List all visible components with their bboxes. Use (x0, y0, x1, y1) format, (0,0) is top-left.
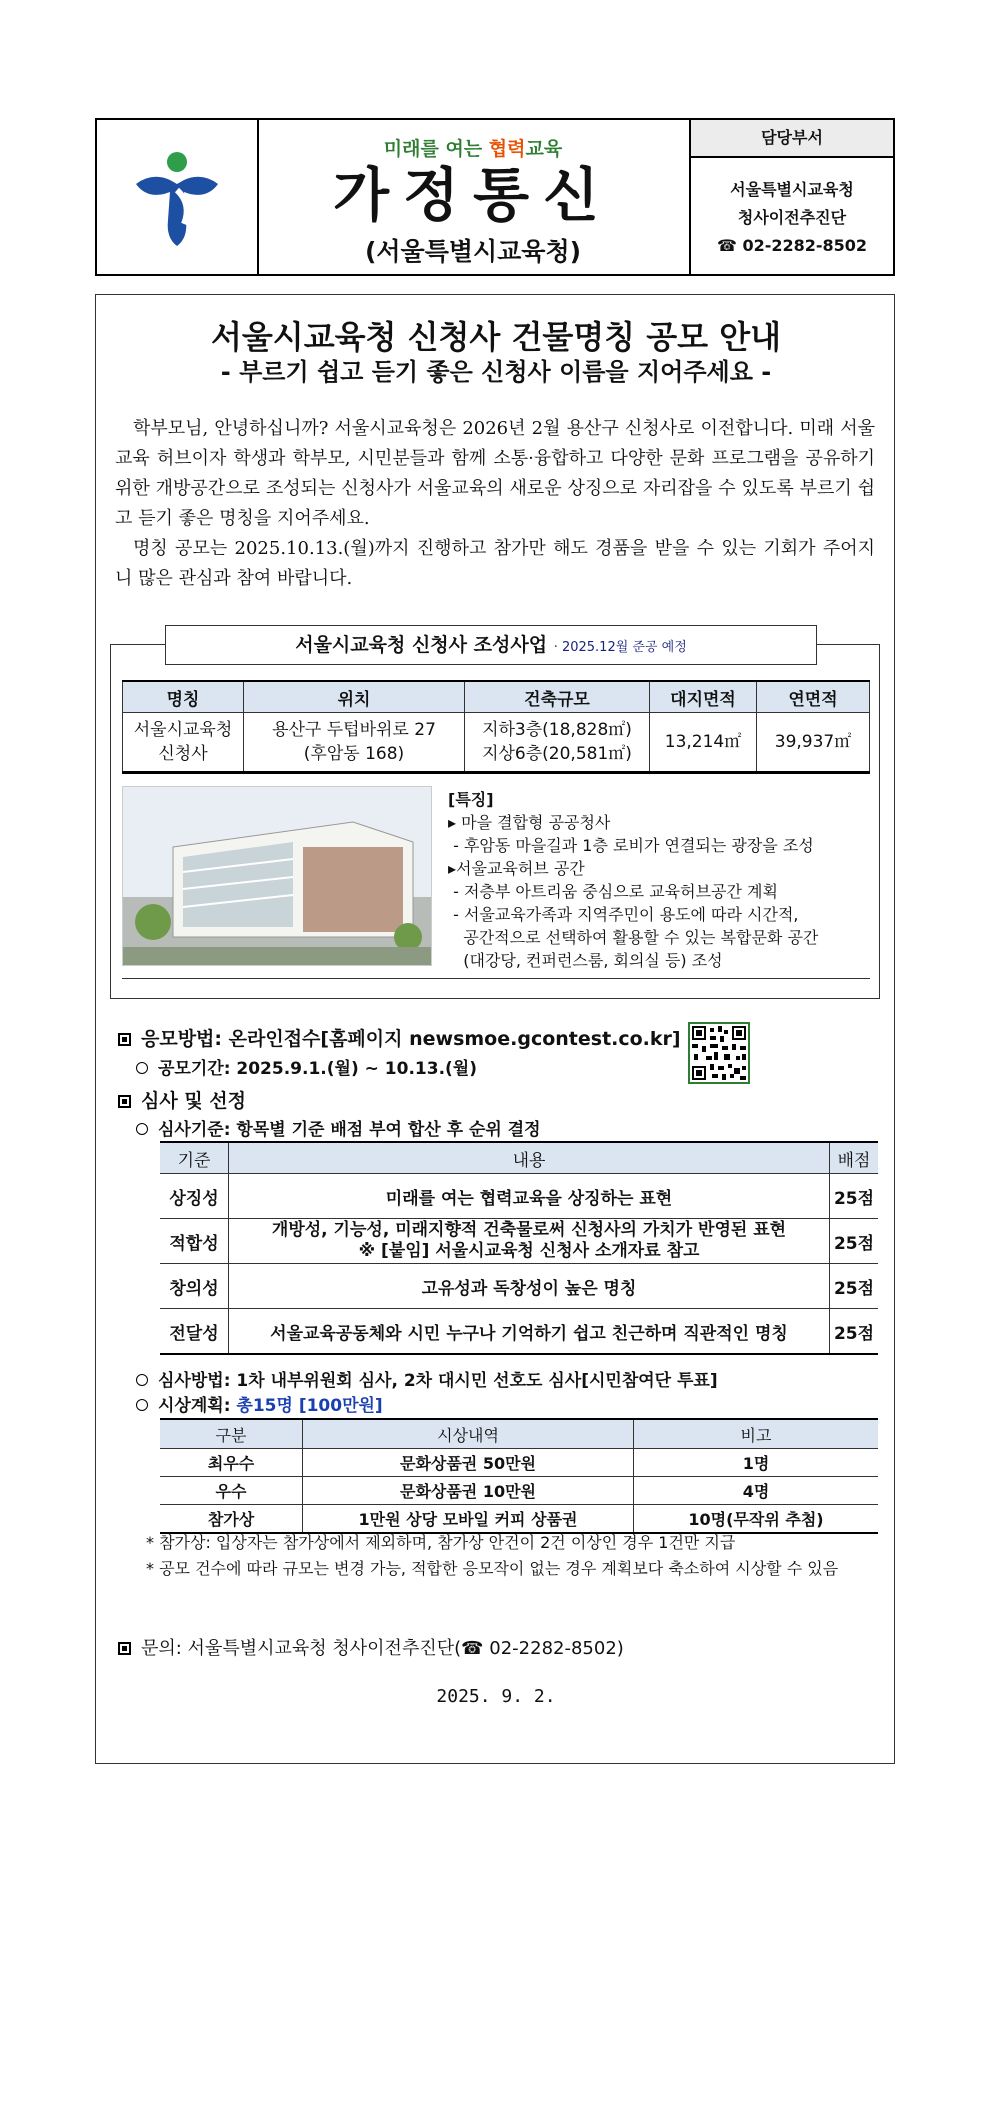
col-scale: 건축규모 (465, 681, 650, 713)
criterion-name: 전달성 (160, 1309, 229, 1355)
col-remark: 비고 (634, 1419, 879, 1449)
intro-text (115, 414, 875, 594)
criterion-score: 25점 (830, 1174, 879, 1219)
cell-location: 용산구 두텁바위로 27 (후암동 168) (244, 713, 465, 773)
criterion-name: 상징성 (160, 1174, 229, 1219)
circle-bullet-icon (136, 1399, 148, 1411)
document-title: 서울시교육청 신청사 건물명칭 공모 안내 (210, 318, 782, 356)
table-row (160, 1309, 878, 1355)
table-header-row (160, 1142, 878, 1174)
prize-remark: 10명(무작위 추첨) (634, 1505, 879, 1534)
table-row (123, 713, 870, 773)
title-cell (257, 120, 689, 274)
feature-line: (대강당, 컨퍼런스룸, 회의실 등) 조성 (448, 951, 723, 970)
prize-note: * 공모 건수에 따라 규모는 변경 가능, 적합한 응모작이 없는 경우 계획보다 축소하여 시상할 수 있음 (146, 1559, 839, 1578)
circle-bullet-icon (136, 1062, 148, 1074)
circle-bullet-icon (136, 1123, 148, 1135)
project-divider (122, 978, 870, 979)
criterion-content: 서울교육공동체와 시민 누구나 기억하기 쉽고 친근하며 직관적인 명칭 (229, 1309, 830, 1355)
col-floor-area: 연면적 (757, 681, 870, 713)
col-site-area: 대지면적 (650, 681, 757, 713)
department-name: 서울특별시교육청 (730, 180, 854, 199)
square-bullet-icon (118, 1095, 131, 1108)
criterion-content: 고유성과 독창성이 높은 명칭 (229, 1264, 830, 1309)
department-info (691, 158, 893, 260)
cell-site-area: 13,214㎡ (650, 713, 757, 773)
cell-floor-area: 39,937㎡ (757, 713, 870, 773)
intro-paragraph: 명칭 공모는 2025.10.13.(월)까지 진행하고 참가만 해도 경품을 받을 수 있는 기회가 주어지니 많은 관심과 참여 바랍니다. (115, 538, 875, 589)
feature-line: - 서울교육가족과 지역주민이 용도에 따라 시간적, (448, 905, 799, 924)
criterion-score: 25점 (830, 1219, 879, 1264)
table-row (160, 1477, 878, 1505)
feature-line: ▸ 마을 결합형 공공청사 (448, 813, 611, 832)
cell-scale: 지하3층(18,828㎡) 지상6층(20,581㎡) (465, 713, 650, 773)
criterion-content: 미래를 여는 협력교육을 상징하는 표현 (229, 1174, 830, 1219)
col-prize: 시상내역 (303, 1419, 634, 1449)
prize-total: 총15명 [100만원] (236, 1396, 383, 1416)
prize-remark: 1명 (634, 1449, 879, 1477)
prize-category: 최우수 (160, 1449, 303, 1477)
project-title: 서울시교육청 신청사 조성사업 · 2025.12월 준공 예정 (165, 625, 817, 665)
criterion-score: 25점 (830, 1264, 879, 1309)
newsletter-header (95, 118, 895, 276)
feature-line: - 후암동 마을길과 1층 로비가 연결되는 광장을 조성 (448, 836, 814, 855)
table-row (160, 1449, 878, 1477)
seoul-education-logo-icon (122, 142, 232, 252)
feature-line: - 저층부 아트리움 중심으로 교육허브공간 계획 (448, 882, 778, 901)
feature-line: ▸서울교육허브 공간 (448, 859, 585, 878)
review-criteria: 심사기준: 항목별 기준 배점 부여 합산 후 순위 결정 (136, 1115, 541, 1140)
review-method: 심사방법: 1차 내부위원회 심사, 2차 대시민 선호도 심사[시민참여단 투표] (136, 1366, 718, 1391)
prize-detail: 문화상품권 10만원 (303, 1477, 634, 1505)
slogan: 미래를 여는 협력교육 (383, 138, 563, 160)
col-score: 배점 (830, 1142, 879, 1174)
table-row (160, 1264, 878, 1309)
prize-detail: 문화상품권 50만원 (303, 1449, 634, 1477)
cell-name: 서울시교육청 신청사 (123, 713, 244, 773)
table-row (160, 1505, 878, 1534)
newsletter-title: 가정통신 (332, 161, 614, 229)
department-label: 담당부서 (691, 120, 893, 158)
col-criterion: 기준 (160, 1142, 229, 1174)
table-row (160, 1174, 878, 1219)
completion-note: · 2025.12월 준공 예정 (553, 640, 687, 655)
prize-note: * 참가상: 입상자는 참가상에서 제외하며, 참가상 안건이 2건 이상인 경우 1건만 지급 (146, 1533, 736, 1552)
col-category: 구분 (160, 1419, 303, 1449)
issue-date: 2025. 9. 2. (436, 1686, 556, 1707)
criterion-name: 창의성 (160, 1264, 229, 1309)
criterion-content: 개방성, 기능성, 미래지향적 건축물로써 신청사의 가치가 반영된 표현 ※ [붙임] 서울시교육청 신청사 소개자료 참고 (229, 1219, 830, 1264)
prize-category: 우수 (160, 1477, 303, 1505)
prize-table (160, 1418, 878, 1534)
col-content: 내용 (229, 1142, 830, 1174)
prize-detail: 1만원 상당 모바일 커피 상품권 (303, 1505, 634, 1534)
criteria-table (160, 1141, 878, 1355)
building-rendering-image (122, 786, 432, 966)
apply-period: 공모기간: 2025.9.1.(월) ~ 10.13.(월) (136, 1054, 477, 1079)
table-row (160, 1219, 878, 1264)
issuer-subtitle: (서울특별시교육청) (364, 237, 582, 266)
circle-bullet-icon (136, 1374, 148, 1386)
feature-line: [특징] (448, 790, 494, 809)
department-cell (689, 120, 893, 274)
square-bullet-icon (118, 1033, 131, 1046)
table-header-row (123, 681, 870, 713)
criterion-score: 25점 (830, 1309, 879, 1355)
square-bullet-icon (118, 1642, 131, 1655)
prize-remark: 4명 (634, 1477, 879, 1505)
prize-category: 참가상 (160, 1505, 303, 1534)
project-table (122, 680, 870, 774)
review-heading: 심사 및 선정 (118, 1086, 246, 1113)
prize-plan: 시상계획: 총15명 [100만원] (136, 1391, 383, 1416)
feature-line: 공간적으로 선택하여 활용할 수 있는 복합문화 공간 (448, 928, 819, 947)
intro-paragraph: 학부모님, 안녕하십니까? 서울시교육청은 2026년 2월 용산구 신청사로 이전합니다. 미래 서울교육 허브이자 학생과 학부모, 시민분들과 함께 소통·융합하고 다양한 문화 프로그램을 공유하기 위한 개방공간으로 조성되는 신청사가 서울교육의 새로운 상징으로 자리잡을 수 있도록 부르기 쉽고 듣기 좋은 명칭을 지어주세요. (115, 418, 875, 529)
contact-info: 문의: 서울특별시교육청 청사이전추진단(☎ 02-2282-8502) (118, 1634, 624, 1660)
table-header-row (160, 1419, 878, 1449)
logo-cell (97, 120, 259, 274)
criterion-name: 적합성 (160, 1219, 229, 1264)
col-name: 명칭 (123, 681, 244, 713)
department-unit: 청사이전추진단 (737, 208, 847, 227)
apply-method: 응모방법: 온라인접수[홈페이지 newsmoe.gcontest.co.kr] (118, 1024, 681, 1051)
department-phone: ☎ 02-2282-8502 (716, 236, 868, 255)
qr-code-icon[interactable] (688, 1022, 750, 1084)
col-location: 위치 (244, 681, 465, 713)
project-features (448, 788, 868, 972)
document-subtitle: - 부르기 쉽고 듣기 좋은 신청사 이름을 지어주세요 - (220, 358, 772, 386)
